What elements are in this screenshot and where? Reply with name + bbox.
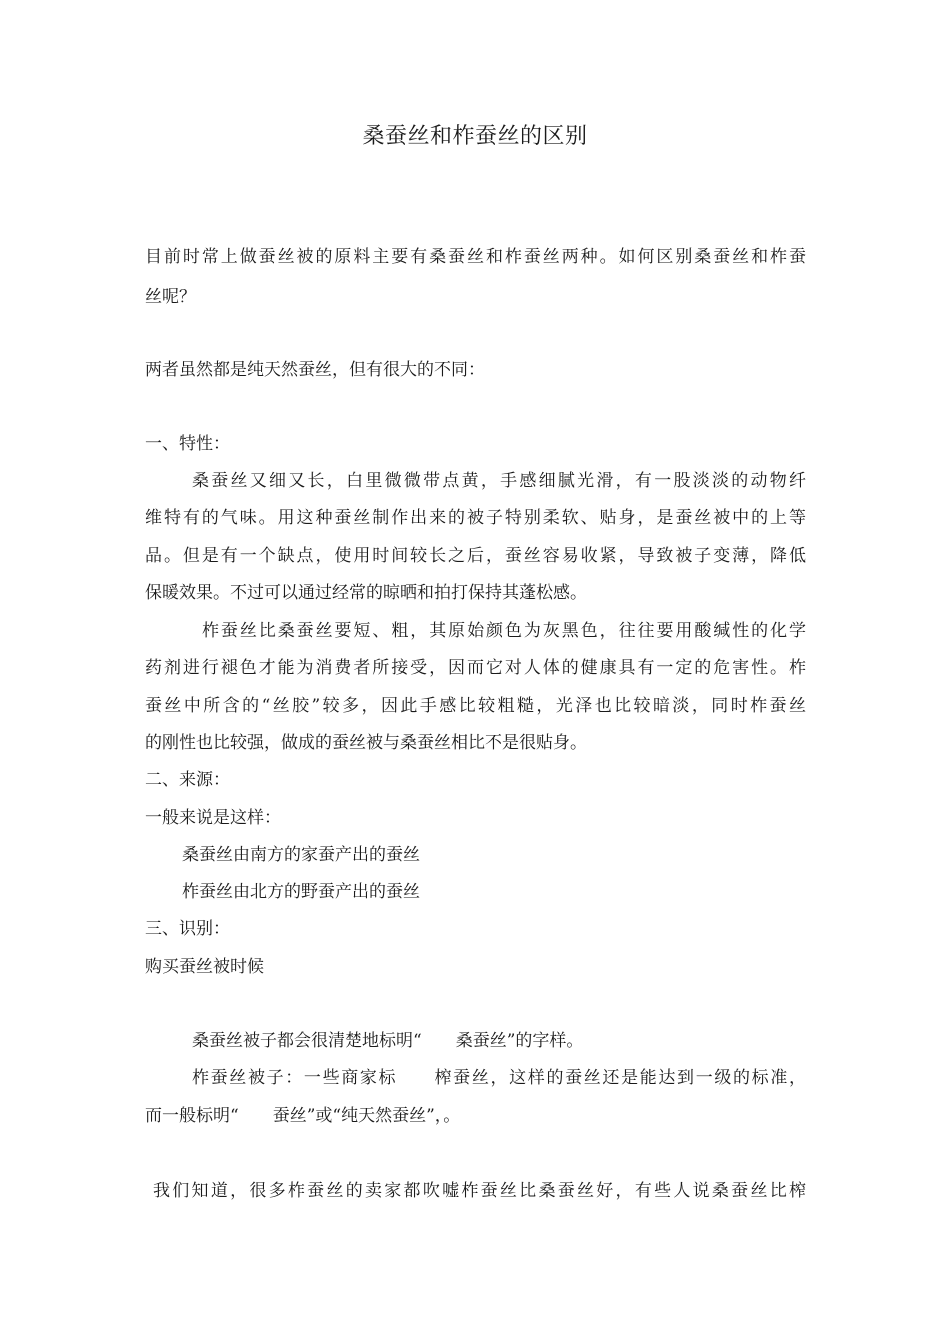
sangcan-paragraph-line-3: 品。但是有一个缺点，使用时间较长之后，蚕丝容易收紧，导致被子变薄，降低 [145,546,806,566]
zuocan-paragraph-line-4: 的刚性也比较强，做成的蚕丝被与桑蚕丝相比不是很贴身。 [145,733,587,753]
document-title: 桑蚕丝和柞蚕丝的区别 [362,124,588,149]
section-2-heading: 二、来源： [145,770,230,790]
section-3-heading: 三、识别： [145,919,230,939]
sellers-paragraph-line-1: 我们知道，很多柞蚕丝的卖家都吹嘘柞蚕丝比桑蚕丝好，有些人说桑蚕丝比榨 [153,1181,806,1201]
source-sangcan-line: 桑蚕丝由南方的家蚕产出的蚕丝 [182,845,420,865]
buying-line: 购买蚕丝被时候 [145,957,264,977]
sangcan-label-line: 桑蚕丝被子都会很清楚地标明“ 桑蚕丝”的字样。 [192,1031,584,1051]
zuocan-label-line-2: 而一般标明“ 蚕丝”或“纯天然蚕丝”，。 [145,1106,461,1126]
zuocan-paragraph-line-1: 柞蚕丝比桑蚕丝要短、粗，其原始颜色为灰黑色，往往要用酸缄性的化学 [202,621,806,641]
source-zuocan-line: 柞蚕丝由北方的野蚕产出的蚕丝 [182,882,420,902]
intro-paragraph-line-1: 目前时常上做蚕丝被的原料主要有桑蚕丝和柞蚕丝两种。如何区别桑蚕丝和柞蚕 [145,247,806,267]
sangcan-paragraph-line-4: 保暖效果。不过可以通过经常的晾晒和拍打保持其蓬松感。 [145,583,587,603]
intro-paragraph-line-2: 丝呢？ [145,287,196,307]
zuocan-paragraph-line-3: 蚕丝中所含的“丝胶”较多，因此手感比较粗糙，光泽也比较暗淡，同时柞蚕丝 [145,696,806,716]
both-natural-sentence: 两者虽然都是纯天然蚕丝，但有很大的不同： [145,360,485,380]
zuocan-paragraph-line-2: 药剂进行褪色才能为消费者所接受，因而它对人体的健康具有一定的危害性。柞 [145,658,806,678]
sangcan-paragraph-line-2: 维特有的气味。用这种蚕丝制作出来的被子特别柔软、贴身，是蚕丝被中的上等 [145,508,806,528]
sangcan-paragraph-line-1: 桑蚕丝又细又长，白里微微带点黄，手感细腻光滑，有一股淡淡的动物纤 [192,471,806,491]
section-1-heading: 一、特性： [145,434,230,454]
zuocan-label-line-1: 柞蚕丝被子：一些商家标 榨蚕丝，这样的蚕丝还是能达到一级的标准， [192,1068,806,1088]
source-general-line: 一般来说是这样： [145,808,281,828]
